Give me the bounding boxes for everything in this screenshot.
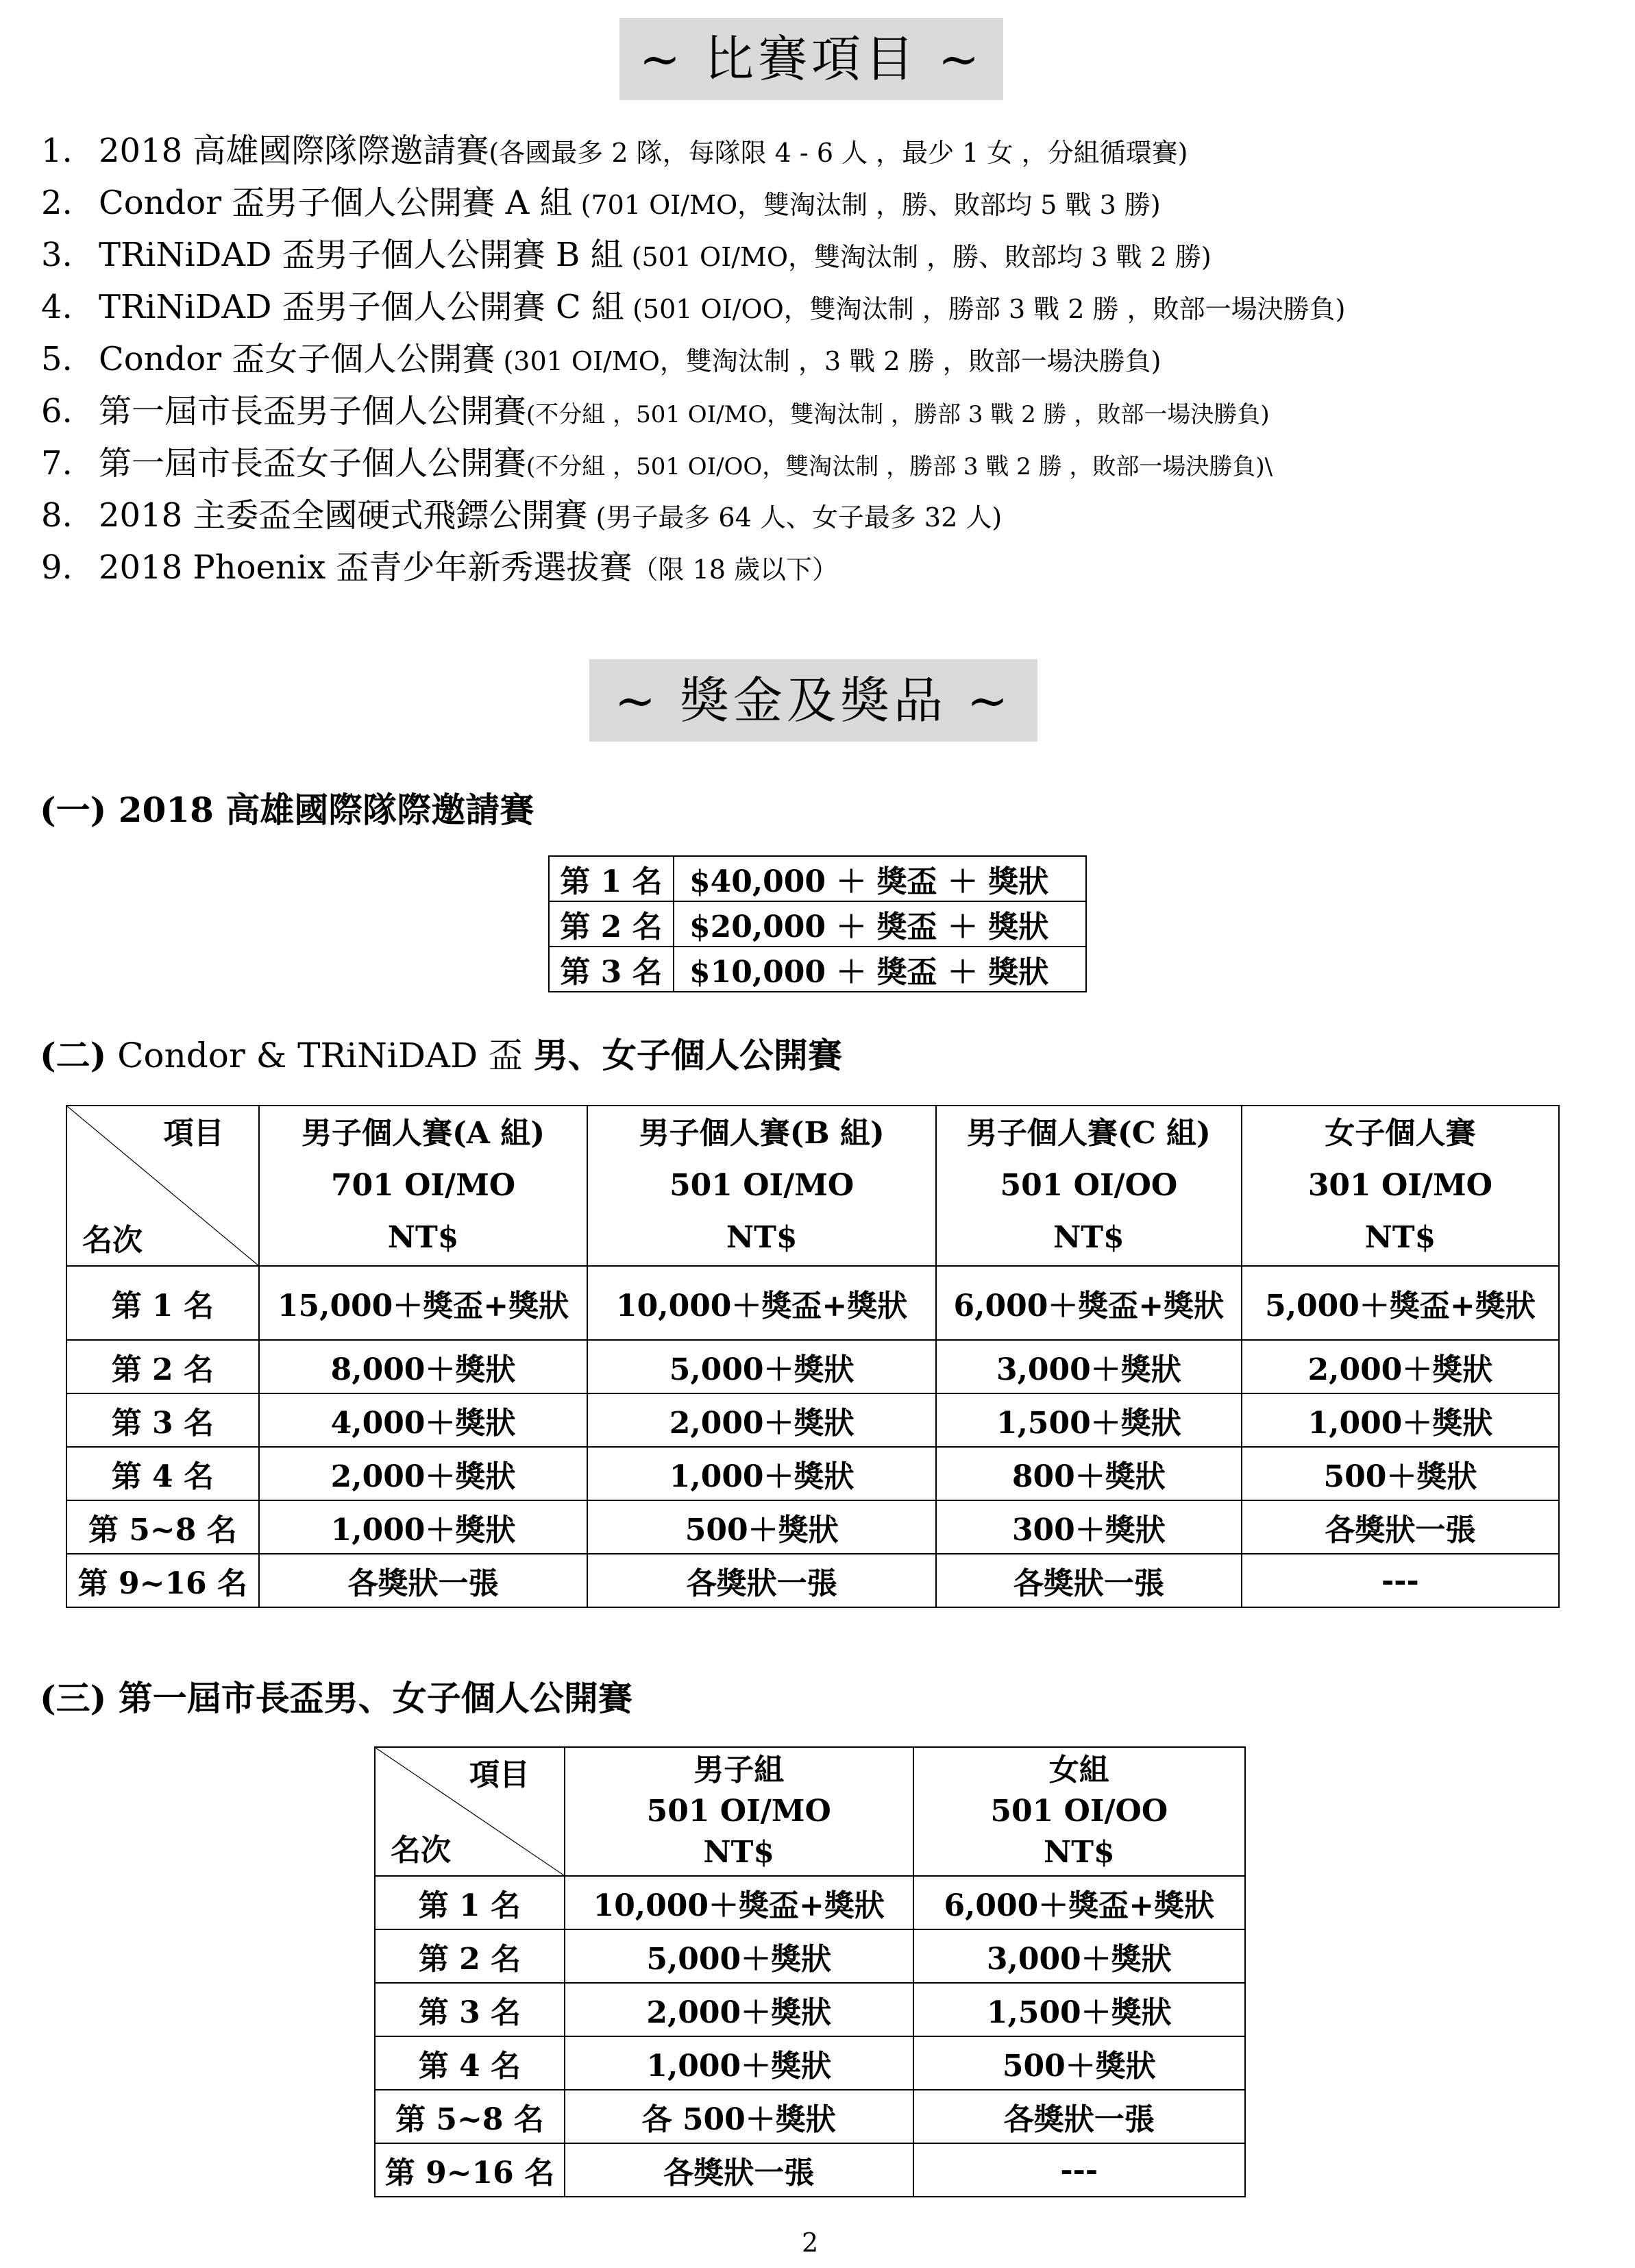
rank-cell: 第 1 名 (66, 1266, 259, 1340)
corner-cell (66, 1106, 259, 1266)
event-detail: (501 OI/MO，雙淘汰制 ，勝、敗部均 3 戰 2 勝) (623, 242, 1212, 272)
column-name: 女組 (1048, 1753, 1109, 1788)
prize-cell: $40,000 ＋ 獎盃 ＋ 獎狀 (674, 856, 1086, 901)
event-title: TRiNiDAD 盃男子個人公開賽 C 組 (99, 288, 624, 326)
corner-item-label: 項目 (469, 1757, 530, 1792)
prize-cell: 300＋獎狀 (936, 1500, 1242, 1554)
prize-cell: --- (1242, 1554, 1559, 1607)
event-title: 第一屆市長盃女子個人公開賽 (99, 444, 527, 483)
column-format: 501 OI/MO (669, 1168, 855, 1203)
prize-cell: 8,000＋獎狀 (259, 1340, 588, 1393)
event-list (41, 125, 1617, 594)
event-item (41, 541, 1617, 594)
event-detail: (不分組 ，501 OI/OO，雙淘汰制 ，勝部 3 戰 2 勝 ，敗部一場決勝負)\ (526, 453, 1273, 480)
column-header (1242, 1106, 1559, 1266)
column-format: 501 OI/MO (646, 1794, 831, 1829)
rank-cell: 第 2 名 (549, 901, 674, 947)
rank-cell: 第 1 名 (375, 1876, 565, 1929)
event-item (41, 229, 1617, 281)
rank-cell: 第 4 名 (375, 2036, 565, 2090)
prize-cell: 3,000＋獎狀 (913, 1929, 1245, 1983)
rank-cell: 第 1 名 (549, 856, 674, 901)
prize-cell: 5,000＋獎盃+獎狀 (1242, 1266, 1559, 1340)
event-title: 第一屆市長盃男子個人公開賽 (99, 392, 527, 430)
rank-cell: 第 2 名 (375, 1929, 565, 1983)
prize-cell: 2,000＋獎狀 (587, 1393, 936, 1447)
corner-rank-label: 名次 (391, 1833, 451, 1868)
prize-cell: 500＋獎狀 (587, 1500, 936, 1554)
prize-cell: $10,000 ＋ 獎盃 ＋ 獎狀 (674, 947, 1086, 992)
rank-cell: 第 5~8 名 (66, 1500, 259, 1554)
section-title-open (40, 1028, 842, 1077)
event-title: 2018 主委盃全國硬式飛鏢公開賽 (99, 496, 588, 535)
table-header-row (66, 1106, 1559, 1266)
column-format: 301 OI/MO (1307, 1168, 1492, 1203)
event-title: Condor 盃男子個人公開賽 A 組 (99, 184, 573, 222)
prize-cell: 5,000＋獎狀 (587, 1340, 936, 1393)
prize-cell: 500＋獎狀 (1242, 1447, 1559, 1500)
table-row (375, 1929, 1245, 1983)
table-row (375, 1876, 1245, 1929)
column-header (565, 1747, 913, 1876)
column-name: 男子個人賽(C 組) (966, 1116, 1211, 1151)
event-title: Condor 盃女子個人公開賽 (99, 340, 495, 378)
section-title-team: (一) 2018 高雄國際隊際邀請賽 (40, 790, 534, 830)
prize-cell: 各獎狀一張 (259, 1554, 588, 1607)
event-detail: (301 OI/MO，雙淘汰制 ，3 戰 2 勝 ，敗部一場決勝負) (495, 346, 1161, 376)
event-detail: (各國最多 2 隊，每隊限 4 - 6 人 ，最少 1 女 ，分組循環賽) (489, 138, 1188, 168)
column-name: 女子個人賽 (1325, 1116, 1476, 1151)
event-number: 3. (41, 236, 73, 274)
column-name: 男子個人賽(A 組) (301, 1116, 545, 1151)
column-unit: NT$ (1364, 1220, 1436, 1255)
event-title: 2018 高雄國際隊際邀請賽 (99, 132, 489, 170)
section-title-mayor-cup: (三) 第一屆市長盃男、女子個人公開賽 (40, 1678, 632, 1718)
prize-cell: $20,000 ＋ 獎盃 ＋ 獎狀 (674, 901, 1086, 947)
event-detail: （限 18 歲以下） (632, 554, 839, 585)
table-row (66, 1447, 1559, 1500)
corner-cell (375, 1747, 565, 1876)
prize-cell: 各獎狀一張 (1242, 1500, 1559, 1554)
prize-cell: --- (913, 2143, 1245, 2197)
column-header (259, 1106, 588, 1266)
event-item (41, 333, 1617, 385)
event-detail: (501 OI/OO，雙淘汰制 ，勝部 3 戰 2 勝 ，敗部一場決勝負) (624, 294, 1346, 324)
table-row (66, 1266, 1559, 1340)
column-format: 701 OI/MO (330, 1168, 516, 1203)
rank-cell: 第 9~16 名 (375, 2143, 565, 2197)
event-detail: (男子最多 64 人、女子最多 32 人) (587, 502, 1003, 533)
table-header-row (375, 1747, 1245, 1876)
rank-cell: 第 3 名 (66, 1393, 259, 1447)
prize-cell: 1,000＋獎狀 (587, 1447, 936, 1500)
table-row (66, 1500, 1559, 1554)
team-prize-table (548, 855, 1087, 992)
prize-cell: 各獎狀一張 (587, 1554, 936, 1607)
event-item (41, 177, 1617, 229)
rank-cell: 第 4 名 (66, 1447, 259, 1500)
corner-item-label: 項目 (163, 1116, 224, 1151)
prize-cell: 10,000＋獎盃+獎狀 (565, 1876, 913, 1929)
rank-cell: 第 2 名 (66, 1340, 259, 1393)
prize-cell: 1,000＋獎狀 (565, 2036, 913, 2090)
table-row (375, 2143, 1245, 2197)
prize-cell: 各獎狀一張 (936, 1554, 1242, 1607)
open-prize-table (66, 1105, 1560, 1608)
event-item (41, 125, 1617, 177)
event-detail: (不分組 ，501 OI/MO，雙淘汰制 ，勝部 3 戰 2 勝 ，敗部一場決勝負) (526, 401, 1270, 428)
prizes-heading: ~ 獎金及獎品 ~ (589, 659, 1037, 742)
column-unit: NT$ (1043, 1835, 1115, 1870)
corner-rank-label: 名次 (82, 1223, 143, 1258)
table-row (549, 901, 1086, 947)
event-item (41, 489, 1617, 541)
table-row (375, 1983, 1245, 2036)
event-item (41, 281, 1617, 333)
event-number: 4. (41, 288, 73, 326)
event-number: 1. (41, 132, 73, 170)
event-number: 9. (41, 548, 73, 587)
section-title-prefix: (二) (40, 1035, 107, 1075)
events-heading: ~ 比賽項目 ~ (619, 18, 1003, 100)
table-row (375, 2036, 1245, 2090)
column-unit: NT$ (703, 1835, 774, 1870)
prize-cell: 10,000＋獎盃+獎狀 (587, 1266, 936, 1340)
prize-cell: 5,000＋獎狀 (565, 1929, 913, 1983)
prize-cell: 2,000＋獎狀 (565, 1983, 913, 2036)
table-row (549, 947, 1086, 992)
prize-cell: 6,000＋獎盃+獎狀 (913, 1876, 1245, 1929)
prize-cell: 6,000＋獎盃+獎狀 (936, 1266, 1242, 1340)
event-number: 7. (41, 444, 73, 483)
prize-cell: 各獎狀一張 (913, 2090, 1245, 2143)
event-item (41, 437, 1617, 489)
prize-cell: 1,000＋獎狀 (259, 1500, 588, 1554)
column-header (913, 1747, 1245, 1876)
table-row (375, 2090, 1245, 2143)
section-title-suffix: 男、女子個人公開賽 (533, 1035, 842, 1075)
event-number: 2. (41, 184, 73, 222)
column-unit: NT$ (387, 1220, 459, 1255)
rank-cell: 第 9~16 名 (66, 1554, 259, 1607)
column-unit: NT$ (726, 1220, 798, 1255)
prize-cell: 2,000＋獎狀 (259, 1447, 588, 1500)
prize-cell: 800＋獎狀 (936, 1447, 1242, 1500)
event-number: 5. (41, 340, 73, 378)
prize-cell: 2,000＋獎狀 (1242, 1340, 1559, 1393)
prize-cell: 1,000＋獎狀 (1242, 1393, 1559, 1447)
event-item (41, 385, 1617, 437)
prize-cell: 各 500＋獎狀 (565, 2090, 913, 2143)
prize-cell: 1,500＋獎狀 (936, 1393, 1242, 1447)
prize-cell: 500＋獎狀 (913, 2036, 1245, 2090)
prize-cell: 4,000＋獎狀 (259, 1393, 588, 1447)
event-number: 6. (41, 392, 73, 430)
table-row (66, 1554, 1559, 1607)
mayor-cup-prize-table (374, 1746, 1246, 2197)
prize-cell: 3,000＋獎狀 (936, 1340, 1242, 1393)
rank-cell: 第 3 名 (375, 1983, 565, 2036)
prize-cell: 各獎狀一張 (565, 2143, 913, 2197)
column-header (936, 1106, 1242, 1266)
column-header (587, 1106, 936, 1266)
page-number: 2 (802, 2228, 819, 2258)
table-row (66, 1340, 1559, 1393)
event-title: 2018 Phoenix 盃青少年新秀選拔賽 (99, 548, 632, 587)
event-number: 8. (41, 496, 73, 535)
column-name: 男子組 (693, 1753, 785, 1788)
rank-cell: 第 5~8 名 (375, 2090, 565, 2143)
section-title-cup: Condor & TRiNiDAD 盃 (106, 1036, 534, 1075)
column-name: 男子個人賽(B 組) (639, 1116, 885, 1151)
column-format: 501 OI/OO (1000, 1168, 1178, 1203)
table-row (66, 1393, 1559, 1447)
rank-cell: 第 3 名 (549, 947, 674, 992)
event-detail: (701 OI/MO，雙淘汰制 ，勝、敗部均 5 戰 3 勝) (572, 190, 1161, 220)
prize-cell: 1,500＋獎狀 (913, 1983, 1245, 2036)
table-row (549, 856, 1086, 901)
event-title: TRiNiDAD 盃男子個人公開賽 B 組 (99, 236, 624, 274)
column-unit: NT$ (1053, 1220, 1124, 1255)
column-format: 501 OI/OO (990, 1794, 1168, 1829)
prize-cell: 15,000＋獎盃+獎狀 (259, 1266, 588, 1340)
